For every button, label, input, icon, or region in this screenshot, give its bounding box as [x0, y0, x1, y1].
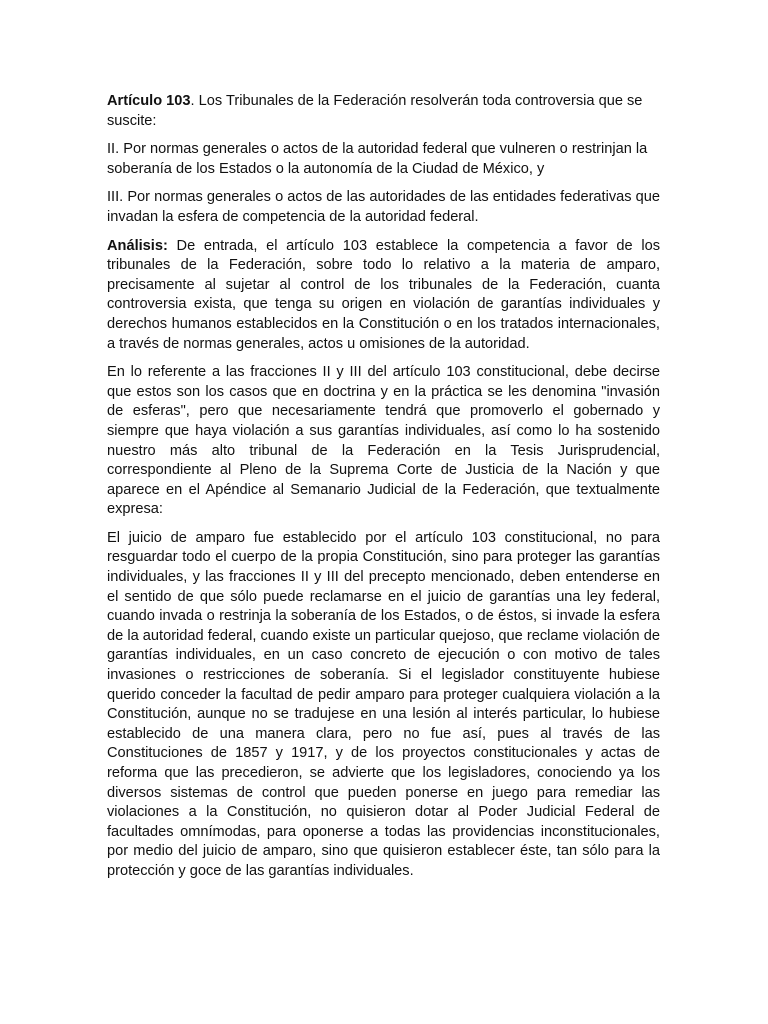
- article-text: . Los Tribunales de la Federación resolverán toda controversia que se suscite:: [107, 93, 643, 129]
- fraction-ii-paragraph: II. Por normas generales o actos de la autoridad federal que vulneren o restrinjan la soberanía de los Estados o la autonomía de la Ciudad de México, y: [107, 141, 648, 177]
- article-label: Artículo 103: [107, 93, 191, 109]
- article-paragraph: [107, 92, 660, 131]
- analysis-text: De entrada, el artículo 103 establece la competencia a favor de los tribunales de la Federación, sobre todo lo relativo a la materia de amparo, precisamente al sujetar al control de los tribunales de la Federación, cuanta controversia exista, que tenga su origen en violación de garantías individuales y derechos humanos establecidos en la Constitución o en los tratados internacionales, a través de normas generales, actos u omisiones de la autoridad.: [107, 237, 660, 352]
- thesis-paragraph: El juicio de amparo fue establecido por el artículo 103 constitucional, no para resguardar todo el cuerpo de la propia Constitución, sino para proteger las garantías individuales, y las fracciones II y III del precepto mencionado, deben entenderse en el sentido de que sólo puede reclamarse en el juicio de garantías una ley federal, cuando invada o restrinja la soberanía de los Estados, o de éstos, si invade la esfera de la autoridad federal, cuando existe un particular quejoso, que reclame violación de garantías individuales, en un caso concreto de ejecución o con motivo de tales invasiones o restricciones de soberanía. Si el legislador constituyente hubiese querido conceder la facultad de pedir amparo para proteger cualquiera violación a la Constitución, aunque no se tradujese en una lesión al interés particular, lo hubiese establecido de una manera clara, pero no fue así, pues al través de las Constituciones de 1857 y 1917, y de los proyectos constitucionales y actas de reforma que las precedieron, se advierte que los legisladores, conociendo ya los diversos sistemas de control que pueden ponerse en juego para remediar las violaciones a la Constitución, no quisieron dotar al Poder Judicial Federal de facultades omnímodas, para oponerse a todas las providencias inconstitucionales, por medio del juicio de amparo, sino que quisieron establecer éste, tan sólo para la protección y goce de las garantías individuales.: [107, 529, 660, 879]
- analysis-paragraph: [107, 237, 660, 355]
- analysis-label: Análisis:: [107, 237, 168, 254]
- fractions-paragraph: En lo referente a las fracciones II y III del artículo 103 constitucional, debe decirse que estos son los casos que en doctrina y en la práctica se les denomina "invasión de esferas", pero que necesariamente tendrá que promoverlo el gobernado y siempre que haya violación a sus garantías individuales, así como lo ha sostenido nuestro más alto tribunal de la Federación en la Tesis Jurisprudencial, correspondiente al Pleno de la Suprema Corte de Justicia de la Nación y que aparece en el Apéndice al Semanario Judicial de la Federación, que textualmente expresa:: [107, 364, 660, 518]
- fraction-iii-paragraph: III. Por normas generales o actos de las autoridades de las entidades federativas que invadan la esfera de competencia de la autoridad federal.: [107, 189, 660, 225]
- document-page: [107, 92, 660, 891]
